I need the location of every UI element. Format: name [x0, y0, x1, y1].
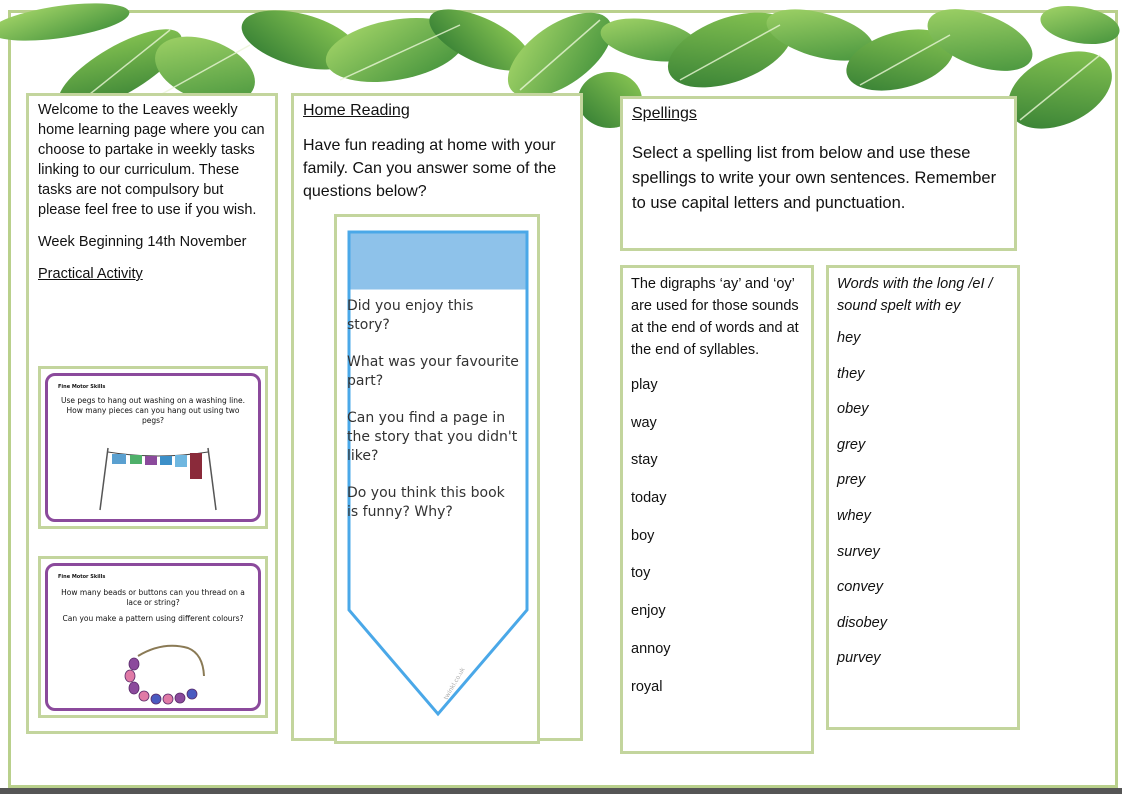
list-item: today: [631, 490, 667, 507]
bookmark-frame: [334, 214, 540, 744]
list-intro: The digraphs ‘ay’ and ‘oy’ are used for those sounds at the end of words and at the end of syllables.: [631, 276, 799, 358]
card-border: [45, 563, 261, 711]
list-item: way: [631, 414, 657, 431]
list-item: grey: [837, 436, 866, 453]
washing-line-icon: [88, 440, 228, 512]
bead-necklace-icon: [108, 636, 218, 706]
list-intro: Words with the long /eI / sound spelt with ey: [837, 276, 993, 314]
list-item: prey: [837, 472, 866, 489]
practical-activity-heading: Practical Activity: [38, 266, 143, 282]
question-4: Do you think this book is funny? Why?: [347, 485, 505, 520]
week-beginning: Week Beginning 14th November: [38, 234, 247, 250]
list-item: they: [837, 365, 865, 382]
list-item: survey: [837, 543, 880, 560]
list-item: play: [631, 377, 658, 393]
home-reading-intro: Have fun reading at home with your family. Can you answer some of the questions below?: [303, 137, 557, 200]
card-text: How many beads or buttons can you thread on a lace or string?: [61, 588, 245, 607]
list-item: enjoy: [631, 603, 666, 620]
question-1: Did you enjoy this story?: [347, 298, 474, 333]
list-item: disobey: [837, 614, 887, 631]
threading-card: [38, 556, 268, 718]
spellings-panel: [620, 96, 1017, 251]
question-2: What was your favourite part?: [347, 354, 519, 389]
list-item: whey: [837, 507, 871, 524]
list-item: obey: [837, 401, 869, 418]
home-reading-title: Home Reading: [303, 102, 410, 119]
bookmark-questions: [347, 297, 519, 540]
question-3: Can you find a page in the story that you didn't like?: [347, 410, 518, 464]
card-small-title: Fine Motor Skills: [58, 574, 106, 580]
list-item: annoy: [631, 640, 671, 657]
card-border: [45, 373, 261, 522]
bookmark-watermark: twinkl.co.uk: [442, 666, 467, 701]
bottom-divider: [0, 788, 1122, 794]
spellings-title: Spellings: [632, 105, 697, 122]
list-item: convey: [837, 579, 883, 596]
list-item: stay: [631, 452, 658, 469]
list-item: royal: [631, 678, 663, 695]
card-small-title: Fine Motor Skills: [58, 384, 106, 390]
list-item: purvey: [837, 650, 881, 667]
welcome-intro: Welcome to the Leaves weekly home learning page where you can choose to partake in weekly tasks linking to our curriculum. These tasks are not compulsory but please feel free to use if you wish.: [38, 102, 265, 218]
washing-line-card: [38, 366, 268, 529]
spellings-intro: Select a spelling list from below and use these spellings to write your own sentences. Remember to use capital letters and punctuation.: [632, 144, 997, 212]
card-text: Use pegs to hang out washing on a washing line. How many pieces can you hang out using two pegs?: [60, 396, 246, 425]
list-item: toy: [631, 565, 651, 582]
spelling-list-ey: [826, 265, 1020, 730]
list-item: boy: [631, 527, 655, 544]
card-text-2: Can you make a pattern using different colours?: [62, 614, 244, 623]
spelling-list-ay-oy: [620, 265, 814, 754]
list-item: hey: [837, 330, 861, 346]
